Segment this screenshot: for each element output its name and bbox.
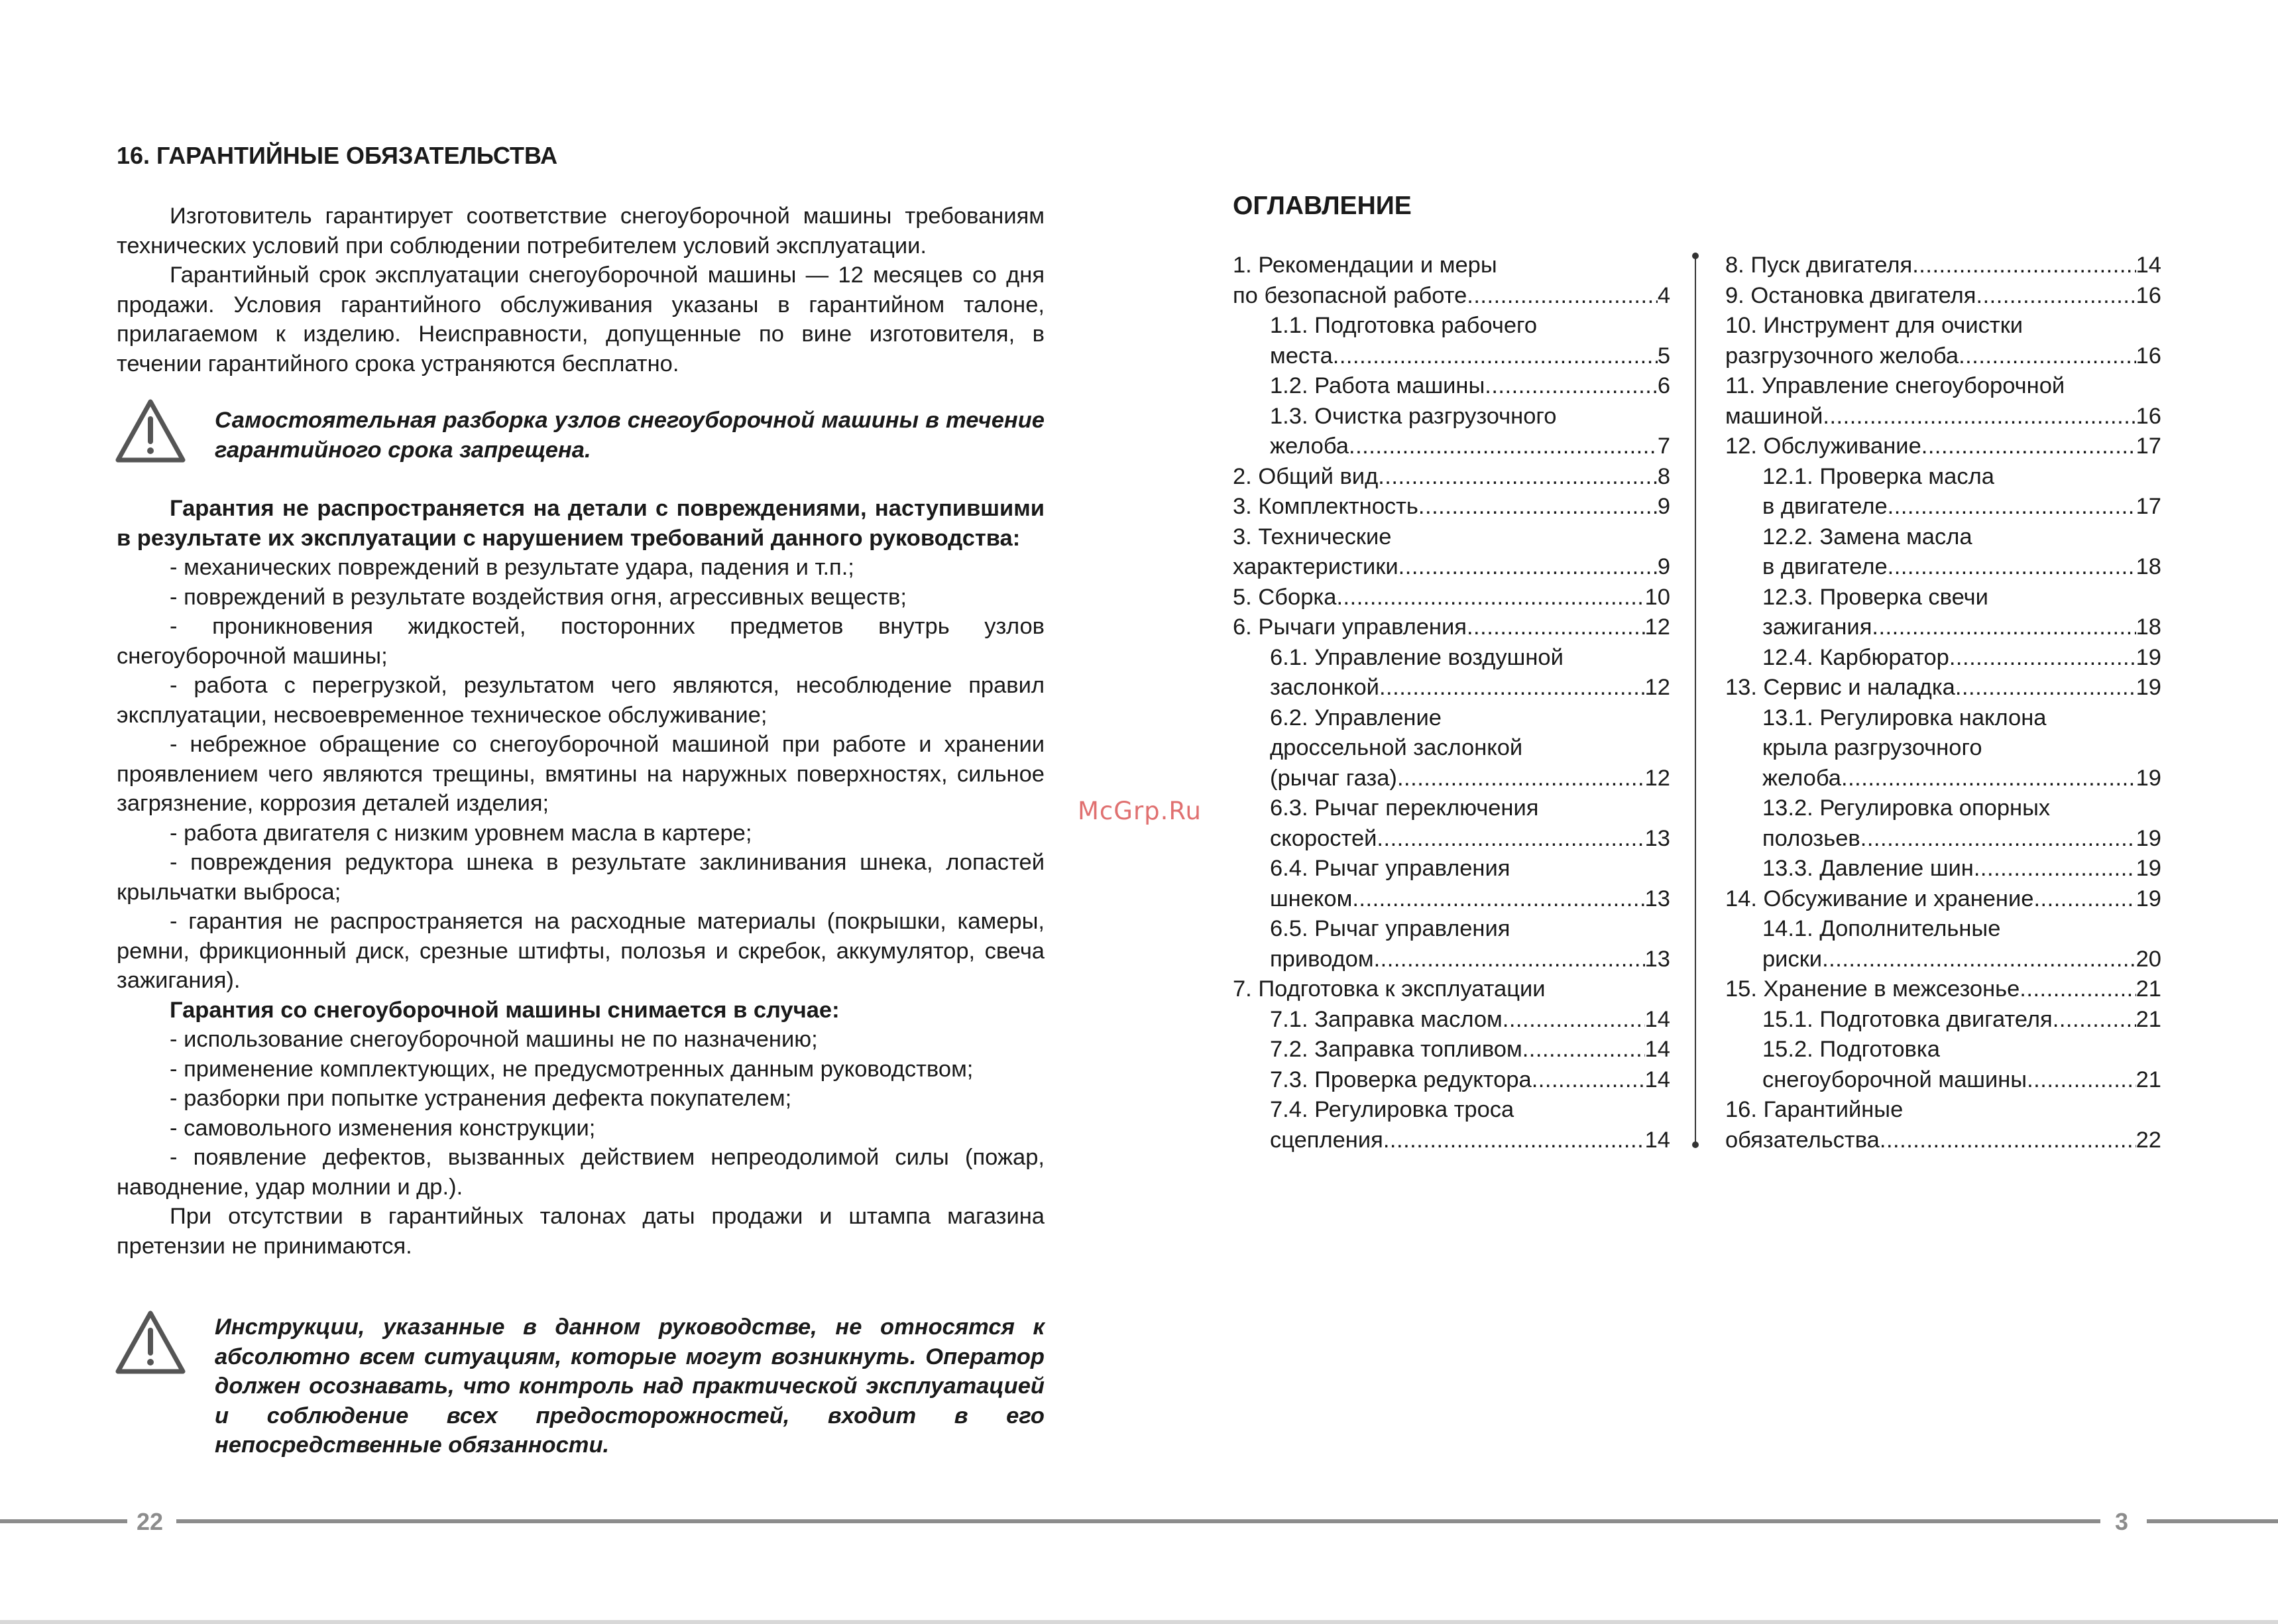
- toc-entry[interactable]: [1233, 1035, 1670, 1065]
- toc-page-number: 20: [2136, 946, 2161, 972]
- toc-entry-text: 12.1. Проверка масла: [1762, 463, 1994, 489]
- toc-page-number: 22: [2136, 1127, 2161, 1153]
- toc-page-number: 21: [2136, 1006, 2161, 1032]
- list-item: - проникновения жидкостей, посторонних предметов внутрь узлов снегоуборочной машины;: [117, 614, 1045, 669]
- toc-page-number: 4: [1657, 282, 1670, 308]
- toc-entry-title: шнеком: [1270, 886, 1353, 911]
- toc-entry-title: желоба: [1762, 765, 1841, 791]
- toc-entry-text: 1.3. Очистка разгрузочного: [1270, 403, 1557, 429]
- toc-entry[interactable]: [1725, 793, 2161, 854]
- toc-entry[interactable]: [1725, 432, 2161, 462]
- toc-leader-dots: [1467, 612, 1645, 643]
- intro-paragraph: Изготовитель гарантирует соответствие снегоуборочной машины требованиям технических условий при соблюдении потребителем условий эксплуатации.: [117, 203, 1045, 259]
- toc-leader-dots: [1912, 251, 2136, 281]
- toc-entry-line: [1725, 764, 2161, 794]
- toc-leader-dots: [2033, 884, 2136, 915]
- toc-entry[interactable]: [1233, 402, 1670, 462]
- toc-leader-dots: [1397, 764, 1645, 794]
- toc-entry[interactable]: [1725, 1095, 2161, 1155]
- toc-entry-line: [1725, 1065, 2161, 1096]
- toc-page-number: 19: [2136, 765, 2161, 791]
- toc-entry[interactable]: [1725, 251, 2161, 281]
- list-item: - использование снегоуборочной машины не по назначению;: [170, 1027, 818, 1052]
- toc-leader-dots: [1383, 1126, 1645, 1156]
- toc-entry-title: заслонкой: [1270, 675, 1379, 700]
- toc-entry-title: 13.3. Давление шин: [1762, 856, 1974, 881]
- toc-leader-dots: [1949, 643, 2136, 673]
- closing-paragraph: При отсутствии в гарантийных талонах даты продажи и штампа магазина претензии не принимаются.: [117, 1204, 1045, 1259]
- toc-entry-title: 2. Общий вид: [1233, 463, 1379, 489]
- toc-entry-line: [1725, 884, 2161, 915]
- toc-entry[interactable]: [1725, 371, 2161, 432]
- toc-entry-title: в двигателе: [1762, 494, 1888, 519]
- toc-entry-title: 15.1. Подготовка двигателя: [1762, 1006, 2053, 1032]
- toc-entry-title: 13. Сервис и наладка: [1725, 675, 1955, 700]
- toc-entry-line: [1233, 884, 1670, 915]
- toc-entry-line: [1725, 251, 2161, 281]
- toc-entry[interactable]: [1233, 522, 1670, 583]
- toc-leader-dots: [1976, 281, 2136, 312]
- removal-heading: Гарантия со снегоуборочной машины снимается в случае:: [170, 997, 840, 1023]
- intro-paragraph: Гарантийный срок эксплуатации снегоуборочной машины — 12 месяцев со дня продажи. Условия гарантийного обслуживания указаны в гарантийном талоне, прилагаемом к изделию. Неисправности, допущенные по вине изготовителя, в течении гарантийного срока устраняются бесплатно.: [117, 262, 1045, 377]
- list-item: - разборки при попытке устранения дефекта покупателем;: [170, 1086, 792, 1111]
- intro-block: [117, 202, 1045, 378]
- toc-leader-dots: [1374, 945, 1645, 975]
- toc-page-number: 17: [2136, 494, 2161, 519]
- toc-entry-title: 7.2. Заправка топливом: [1270, 1037, 1522, 1062]
- toc-entry-title: разгрузочного желоба: [1725, 343, 1959, 369]
- toc-entry[interactable]: [1725, 583, 2161, 643]
- list-item: - работа двигателя с низким уровнем масла в картере;: [170, 820, 752, 846]
- toc-entry-title: риски: [1762, 946, 1823, 972]
- toc-entry-title: полозьев: [1762, 825, 1860, 851]
- toc-leader-dots: [1333, 341, 1658, 372]
- toc-entry-title: обязательства: [1725, 1127, 1880, 1153]
- toc-entry-title: приводом: [1270, 946, 1374, 972]
- toc-entry[interactable]: [1725, 1035, 2161, 1095]
- toc-leader-dots: [1921, 432, 2136, 462]
- toc-entry[interactable]: [1725, 281, 2161, 312]
- toc-entry[interactable]: [1725, 914, 2161, 974]
- toc-leader-dots: [1888, 492, 2136, 522]
- page-number-right: 3: [2115, 1508, 2129, 1535]
- toc-entry[interactable]: [1725, 974, 2161, 1005]
- toc-entry-line: [1233, 341, 1670, 372]
- toc-entry-line: [1233, 432, 1670, 462]
- toc-leader-dots: [1352, 884, 1644, 915]
- toc-entry-title: 12. Обслуживание: [1725, 434, 1921, 459]
- toc-entry-title: по безопасной работе: [1233, 282, 1467, 308]
- list-item: - применение комплектующих, не предусмотренных данным руководством;: [170, 1056, 974, 1082]
- toc-entry-title: (рычаг газа): [1270, 765, 1397, 791]
- toc-entry-title: характеристики: [1233, 554, 1398, 579]
- toc-entry-line: [1725, 1005, 2161, 1035]
- toc-entry-line: [1725, 673, 2161, 703]
- toc-entry-title: желоба: [1270, 434, 1349, 459]
- toc-entry-title: 12.4. Карбюратор: [1762, 644, 1949, 670]
- toc-entry[interactable]: [1233, 914, 1670, 974]
- toc-page-number: 7: [1657, 434, 1670, 459]
- toc-entry-line: [1233, 1126, 1670, 1156]
- toc-entry-line: [1233, 612, 1670, 643]
- toc-entry-title: 8. Пуск двигателя: [1725, 253, 1913, 278]
- toc-entry[interactable]: [1725, 673, 2161, 703]
- toc-leader-dots: [1822, 945, 2136, 975]
- toc-leader-dots: [1377, 824, 1644, 854]
- toc-page-number: 13: [1644, 825, 1670, 851]
- toc-entry[interactable]: [1233, 251, 1670, 311]
- toc-entry-text: 3. Технические: [1233, 524, 1392, 550]
- toc-entry-line: [1233, 371, 1670, 402]
- toc-page-number: 5: [1657, 343, 1670, 369]
- toc-entry-line: [1725, 552, 2161, 583]
- warranty-exclusions: [117, 494, 1045, 1261]
- toc-page-number: 9: [1657, 494, 1670, 519]
- toc-leader-dots: [1880, 1126, 2136, 1156]
- toc-page-number: 13: [1644, 946, 1670, 972]
- toc-entry[interactable]: [1233, 371, 1670, 402]
- toc-page-number: 8: [1657, 463, 1670, 489]
- toc-leader-dots: [1378, 462, 1658, 493]
- toc-entry-line: [1725, 643, 2161, 673]
- toc-entry-text: 11. Управление снегоуборочной: [1725, 373, 2065, 398]
- toc-entry-text: 13.2. Регулировка опорных: [1762, 795, 2051, 821]
- toc-entry[interactable]: [1233, 612, 1670, 643]
- toc-entry-title: скоростей: [1270, 825, 1377, 851]
- toc-entry-text: 12.2. Замена масла: [1762, 524, 1972, 550]
- toc-leader-dots: [1467, 281, 1658, 312]
- toc-entry-title: 9. Остановка двигателя: [1725, 282, 1976, 308]
- toc-entry-line: [1725, 281, 2161, 312]
- toc-leader-dots: [1959, 341, 2136, 372]
- toc-entry-line: [1233, 492, 1670, 522]
- toc-entry-line: [1725, 341, 2161, 372]
- toc-page-number: 9: [1657, 554, 1670, 579]
- toc-entry[interactable]: [1233, 583, 1670, 613]
- toc-entry[interactable]: [1233, 1005, 1670, 1035]
- toc-entry-text: 1. Рекомендации и меры: [1233, 253, 1497, 278]
- toc-leader-dots: [1823, 402, 2136, 432]
- toc-entry-text: 6.3. Рычаг переключения: [1270, 795, 1539, 821]
- toc-entry[interactable]: [1233, 311, 1670, 371]
- section-title: 16. ГАРАНТИЙНЫЕ ОБЯЗАТЕЛЬСТВА: [117, 142, 558, 169]
- divider-dot: [1692, 1141, 1699, 1148]
- toc-entry-title: 1.2. Работа машины: [1270, 373, 1485, 398]
- toc-entry-text: крыла разгрузочного: [1762, 735, 1982, 760]
- toc-entry-title: 5. Сборка: [1233, 584, 1337, 610]
- toc-entry-line: [1233, 583, 1670, 613]
- toc-entry[interactable]: [1725, 522, 2161, 583]
- toc-entry-title: сцепления: [1270, 1127, 1383, 1153]
- toc-divider: [1695, 256, 1696, 1144]
- toc-page-number: 14: [1644, 1067, 1670, 1092]
- toc-entry-text: 6.4. Рычаг управления: [1270, 856, 1510, 881]
- toc-entry[interactable]: [1725, 854, 2161, 884]
- toc-entry[interactable]: [1233, 1095, 1670, 1155]
- footer-rule: [1139, 1519, 2100, 1523]
- toc-entry-line: [1233, 281, 1670, 312]
- toc-leader-dots: [1532, 1065, 1645, 1096]
- toc-entry-text: 15.2. Подготовка: [1762, 1037, 1940, 1062]
- footer-rule: [0, 1519, 127, 1523]
- toc-entry[interactable]: [1725, 462, 2161, 522]
- toc-entry-line: [1233, 1065, 1670, 1096]
- toc-entry-text: 13.1. Регулировка наклона: [1762, 705, 2047, 730]
- warning-note-disassembly: Самостоятельная разборка узлов снегоуборочной машины в течение гарантийного срока запрещена.: [215, 408, 1045, 463]
- toc-title: ОГЛАВЛЕНИЕ: [1233, 192, 1412, 220]
- toc-leader-dots: [1974, 854, 2136, 884]
- toc-page-number: 21: [2136, 1067, 2161, 1092]
- toc-entry-line: [1233, 824, 1670, 854]
- toc-page-number: 19: [2136, 644, 2161, 670]
- toc-entry-text: 6.5. Рычаг управления: [1270, 916, 1510, 941]
- page-number-left: 22: [137, 1508, 164, 1535]
- toc-entry-line: [1233, 462, 1670, 493]
- list-item: - появление дефектов, вызванных действием непреодолимой силы (пожар, наводнение, удар молнии и др.).: [117, 1145, 1045, 1200]
- toc-entry[interactable]: [1233, 974, 1670, 1005]
- toc-entry[interactable]: [1725, 643, 2161, 673]
- toc-entry-title: в двигателе: [1762, 554, 1888, 579]
- toc-entry-line: [1725, 402, 2161, 432]
- toc-page-number: 18: [2136, 554, 2161, 579]
- toc-leader-dots: [1349, 432, 1658, 462]
- toc-page-number: 14: [1644, 1037, 1670, 1062]
- toc-leader-dots: [2027, 1065, 2136, 1096]
- toc-entry-title: снегоуборочной машины: [1762, 1067, 2027, 1092]
- toc-entry-title: 3. Комплектность: [1233, 494, 1418, 519]
- toc-entry-title: 7.3. Проверка редуктора: [1270, 1067, 1532, 1092]
- toc-entry-text: 7. Подготовка к эксплуатации: [1233, 976, 1546, 1002]
- toc-entry-text: 7.4. Регулировка троса: [1270, 1097, 1514, 1122]
- toc-entry-text: дроссельной заслонкой: [1270, 735, 1523, 760]
- toc-column-2: [1725, 251, 2161, 1155]
- toc-page-number: 19: [2136, 825, 2161, 851]
- toc-page-number: 16: [2136, 403, 2161, 429]
- toc-entry-line: [1725, 974, 2161, 1005]
- toc-page-number: 13: [1644, 886, 1670, 911]
- toc-leader-dots: [1336, 583, 1644, 613]
- toc-entry[interactable]: [1233, 793, 1670, 854]
- toc-entry-line: [1725, 492, 2161, 522]
- toc-page-number: 10: [1644, 584, 1670, 610]
- toc-entry-line: [1725, 612, 2161, 643]
- toc-entry[interactable]: [1233, 703, 1670, 794]
- toc-page-number: 14: [1644, 1127, 1670, 1153]
- toc-entry-title: места: [1270, 343, 1333, 369]
- toc-leader-dots: [1888, 552, 2136, 583]
- toc-entry-title: 7.1. Заправка маслом: [1270, 1006, 1503, 1032]
- toc-leader-dots: [1398, 552, 1658, 583]
- footer-rule: [2147, 1519, 2278, 1523]
- toc-entry[interactable]: [1725, 703, 2161, 794]
- list-item: - самовольного изменения конструкции;: [170, 1115, 596, 1141]
- toc-page-number: 14: [2136, 253, 2161, 278]
- toc-entry-line: [1725, 854, 2161, 884]
- toc-page-number: 19: [2136, 675, 2161, 700]
- divider-dot: [1692, 253, 1699, 259]
- toc-page-number: 18: [2136, 614, 2161, 640]
- list-item: - гарантия не распространяется на расходные материалы (покрышки, камеры, ремни, фрикционный диск, срезные штифты, полозья и скребок, аккумулятор, свеча зажигания).: [117, 909, 1045, 993]
- toc-page-number: 12: [1644, 765, 1670, 791]
- toc-entry-text: 16. Гарантийные: [1725, 1097, 1904, 1122]
- exclusions-heading: Гарантия не распространяется на детали с повреждениями, наступившими в результате их эксплуатации с нарушением требований данного руководства:: [117, 496, 1045, 551]
- toc-entry-line: [1725, 432, 2161, 462]
- bottom-edge: [0, 1620, 2278, 1624]
- toc-entry[interactable]: [1725, 1005, 2161, 1035]
- footer-rule: [176, 1519, 1139, 1523]
- list-item: - небрежное обращение со снегоуборочной машиной при работе и хранении проявлением чего являются трещины, вмятины на наружных поверхностях, сильное загрязнение, коррозия деталей изделия;: [117, 732, 1045, 816]
- toc-page-number: 16: [2136, 343, 2161, 369]
- toc-entry-line: [1233, 945, 1670, 975]
- toc-entry-text: 6.2. Управление: [1270, 705, 1442, 730]
- toc-entry-text: 10. Инструмент для очистки: [1725, 313, 2023, 338]
- toc-entry[interactable]: [1233, 1065, 1670, 1096]
- toc-leader-dots: [2053, 1005, 2136, 1035]
- toc-page-number: 12: [1644, 675, 1670, 700]
- toc-entry-line: [1233, 552, 1670, 583]
- toc-entry-text: 12.3. Проверка свечи: [1762, 584, 1988, 610]
- toc-page-number: 12: [1644, 614, 1670, 640]
- toc-leader-dots: [1955, 673, 2136, 703]
- toc-entry[interactable]: [1233, 492, 1670, 522]
- toc-page-number: 16: [2136, 282, 2161, 308]
- toc-entry[interactable]: [1233, 643, 1670, 703]
- toc-leader-dots: [1872, 612, 2136, 643]
- toc-entry-text: 14.1. Дополнительные: [1762, 916, 2001, 941]
- toc-leader-dots: [1503, 1005, 1645, 1035]
- watermark: McGrp.Ru: [1078, 797, 1202, 825]
- toc-page-number: 14: [1644, 1006, 1670, 1032]
- list-item: - повреждения редуктора шнека в результате заклинивания шнека, лопастей крыльчатки выброса;: [117, 850, 1045, 905]
- toc-entry-line: [1233, 1005, 1670, 1035]
- toc-leader-dots: [1522, 1035, 1645, 1065]
- toc-entry-text: 1.1. Подготовка рабочего: [1270, 313, 1538, 338]
- toc-entry[interactable]: [1233, 854, 1670, 914]
- toc-entry[interactable]: [1725, 884, 2161, 915]
- toc-entry-title: зажигания: [1762, 614, 1872, 640]
- toc-entry[interactable]: [1725, 311, 2161, 371]
- list-item: - работа с перегрузкой, результатом чего являются, несоблюдение правил эксплуатации, несвоевременное техническое обслуживание;: [117, 673, 1045, 728]
- toc-entry-line: [1233, 673, 1670, 703]
- toc-page-number: 6: [1657, 373, 1670, 398]
- warning-note-instructions: Инструкции, указанные в данном руководстве, не относятся к абсолютно всем ситуациям, которые могут возникнуть. Оператор должен осознавать, что контроль над практической эксплуатацией и соблюдение всех предосторожностей, входит в его непосредственные обязанности.: [215, 1314, 1045, 1458]
- toc-leader-dots: [1418, 492, 1658, 522]
- toc-page-number: 19: [2136, 856, 2161, 881]
- toc-entry-line: [1233, 1035, 1670, 1065]
- toc-entry-text: 6.1. Управление воздушной: [1270, 644, 1564, 670]
- toc-leader-dots: [1841, 764, 2136, 794]
- toc-leader-dots: [2020, 974, 2136, 1005]
- toc-column-1: [1233, 251, 1670, 1155]
- toc-page-number: 21: [2136, 976, 2161, 1002]
- list-item: - механических повреждений в результате удара, падения и т.п.;: [170, 555, 854, 580]
- toc-entry-line: [1725, 1126, 2161, 1156]
- toc-entry-title: 14. Обсуживание и хранение: [1725, 886, 2034, 911]
- toc-entry-title: машиной: [1725, 403, 1823, 429]
- toc-entry[interactable]: [1233, 462, 1670, 493]
- toc-page-number: 19: [2136, 886, 2161, 911]
- warning-icon: [114, 398, 187, 464]
- toc-leader-dots: [1379, 673, 1645, 703]
- toc-leader-dots: [1485, 371, 1658, 402]
- toc-entry-line: [1725, 945, 2161, 975]
- warning-icon: [114, 1309, 187, 1375]
- list-item: - повреждений в результате воздействия огня, агрессивных веществ;: [170, 584, 907, 610]
- toc-entry-line: [1725, 824, 2161, 854]
- toc-entry-line: [1233, 764, 1670, 794]
- toc-entry-title: 6. Рычаги управления: [1233, 614, 1467, 640]
- toc-entry-title: 15. Хранение в межсезонье: [1725, 976, 2020, 1002]
- toc-page-number: 17: [2136, 434, 2161, 459]
- toc-leader-dots: [1860, 824, 2136, 854]
